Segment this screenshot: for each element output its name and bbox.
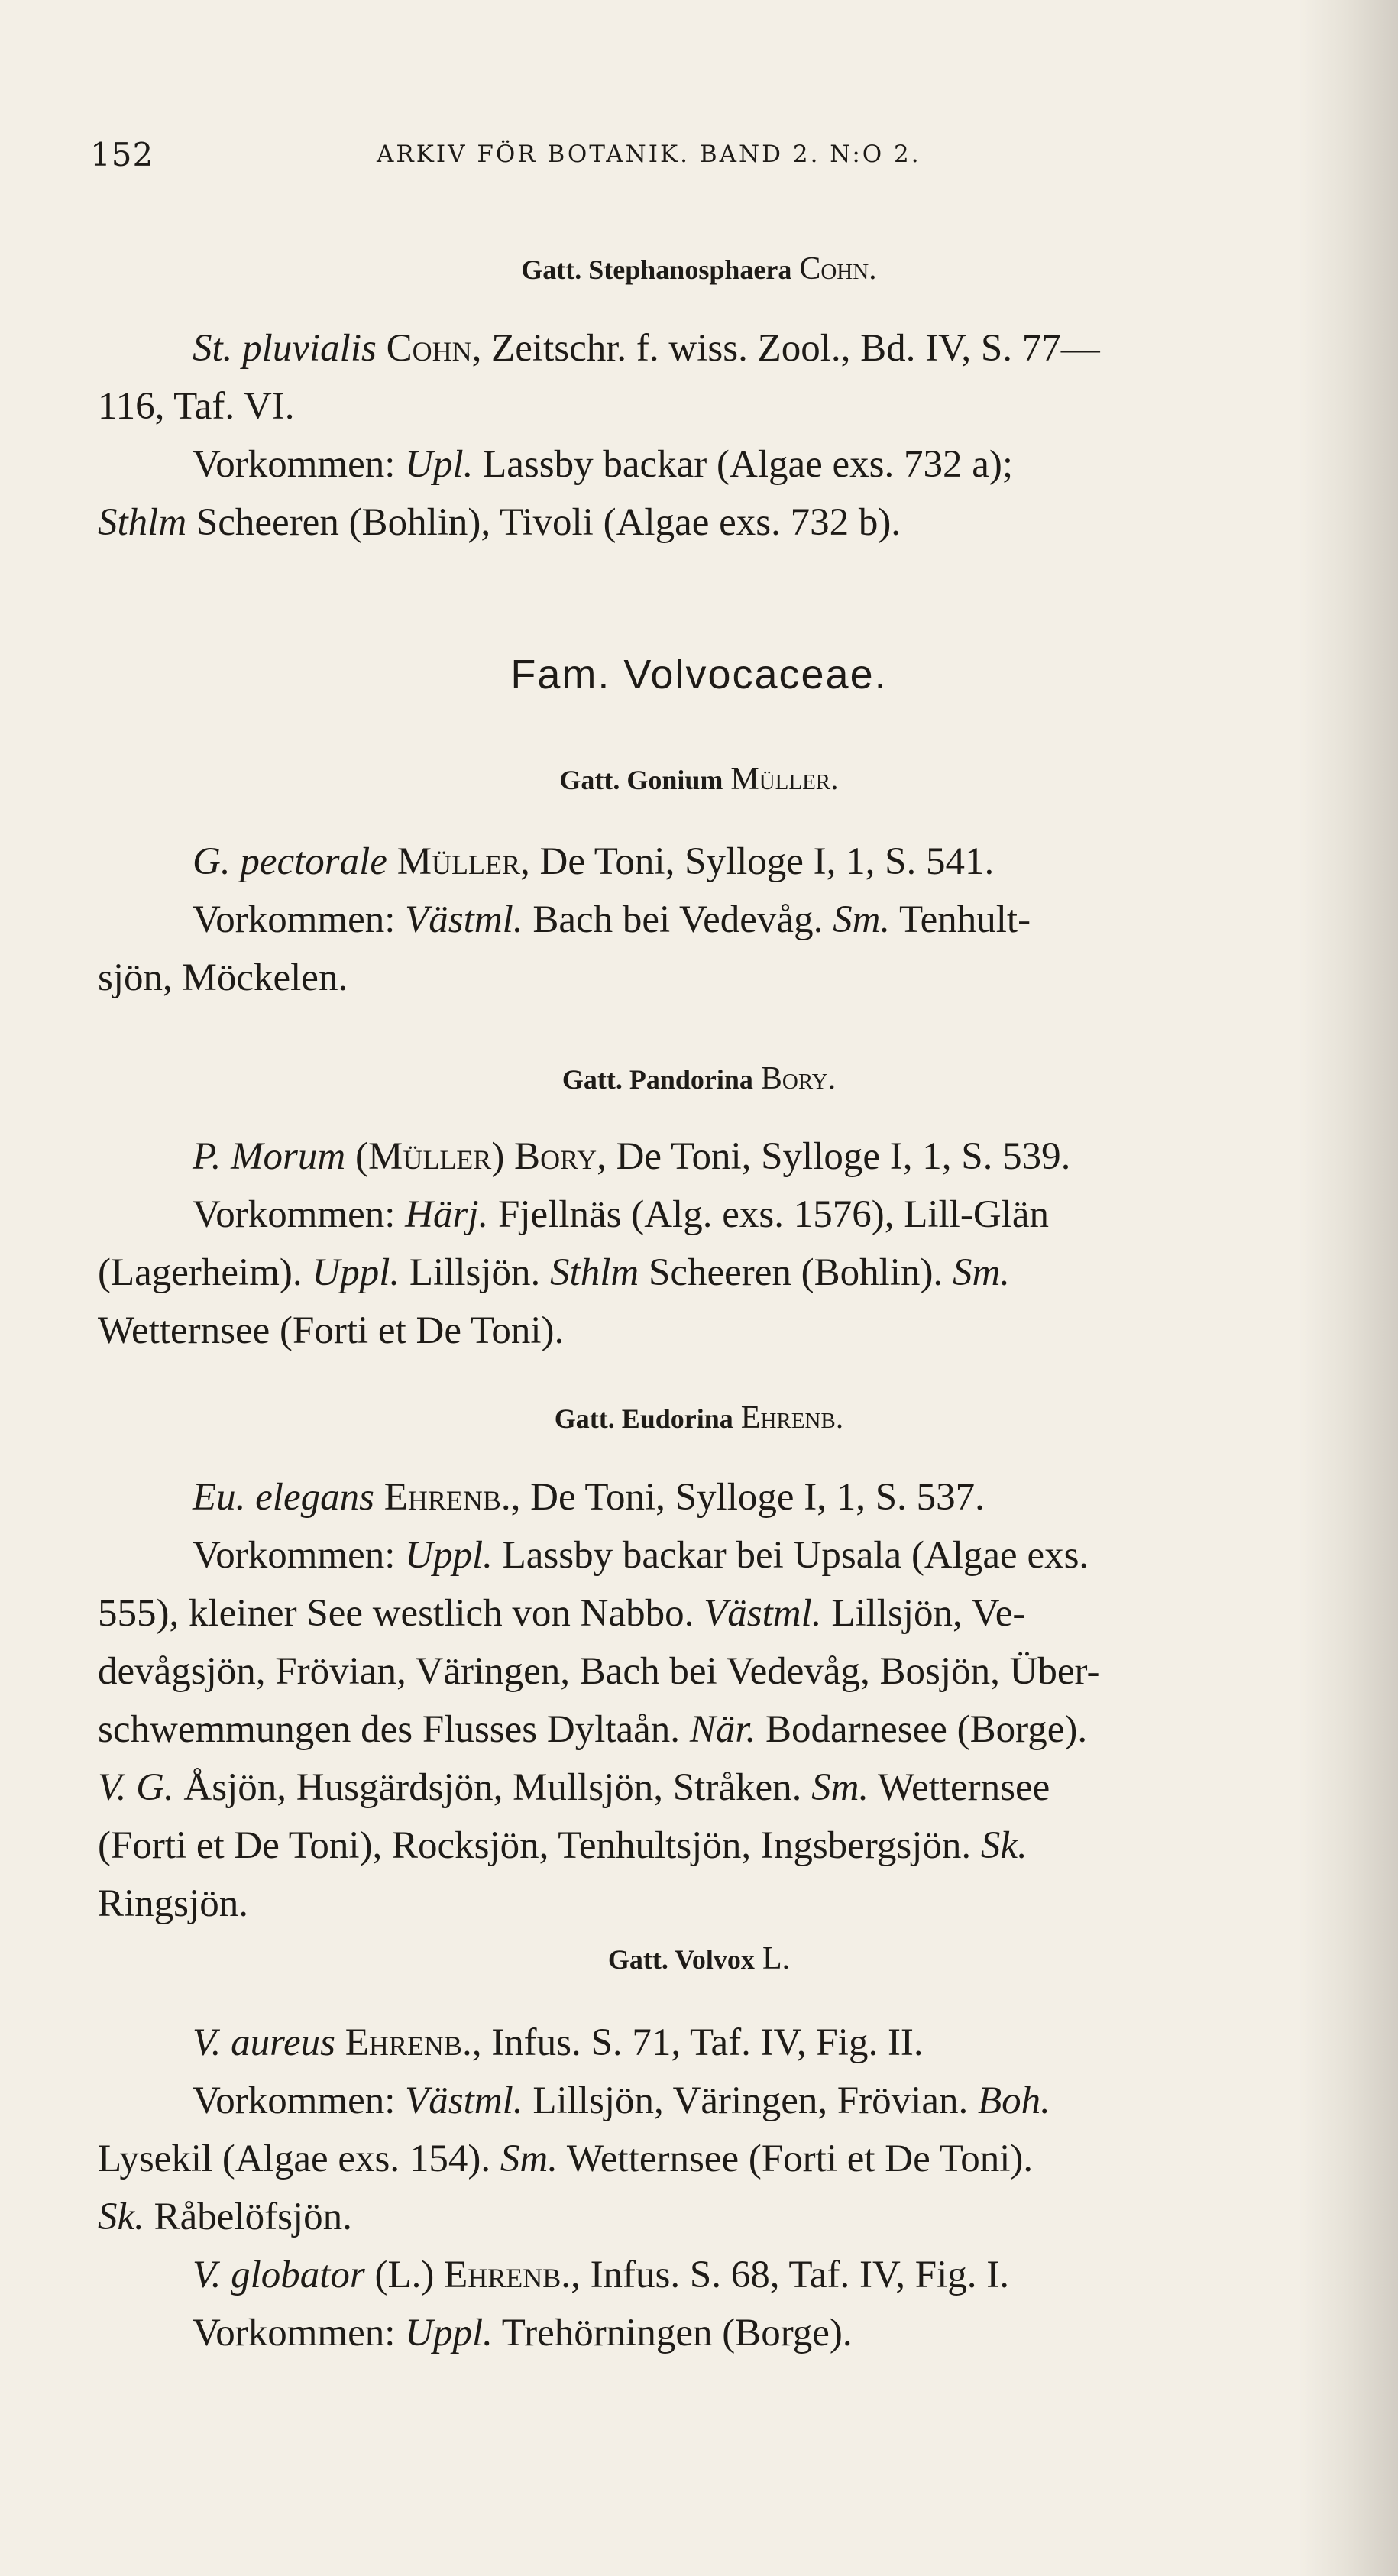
locality-text: Lillsjön, Ve- [821,1592,1026,1635]
text-line [98,2014,1305,2072]
citation-text: , De Toni, Sylloge I, 1, S. 537. [510,1476,985,1519]
region-abbrev: Sk. [98,2196,144,2238]
citation-text: (L.) [364,2254,445,2296]
text-line [98,891,1305,949]
text-line [98,833,1305,891]
region-abbrev: Uppl. [405,1534,493,1577]
species-name: G. pectorale [193,840,387,883]
text-line: Wetternsee (Forti et De Toni). [98,1309,565,1352]
text-line [98,1759,1305,1817]
genus-author: Ehrenb. [740,1400,844,1435]
region-abbrev: Västml. [405,898,523,941]
genus-label: Gatt. Volvox [607,1944,755,1975]
region-abbrev: Boh. [977,2079,1050,2122]
genus-heading-pandorina [0,1060,1398,1097]
citation-text: , Zeitschr. f. wiss. Zool., Bd. IV, S. 77— [471,327,1100,370]
locality-text: Fjellnäs (Alg. exs. 1576), Lill-Glän [488,1193,1049,1236]
locality-text: Lassby backar (Algae exs. 732 a); [473,443,1014,486]
text-line: devågsjön, Frövian, Väringen, Bach bei Vedevåg, Bosjön, Über- [98,1650,1100,1693]
text-line [98,2072,1305,2130]
genus-heading-volvox [0,1940,1398,1977]
locality-text: (Lagerheim). [98,1251,312,1294]
locality-text: schwemmungen des Flusses Dyltaån. [98,1708,690,1751]
page-number: 152 [90,136,154,173]
locality-text: Lillsjön. [400,1251,551,1294]
citation-text: , De Toni, Sylloge I, 1, S. 539. [597,1135,1071,1178]
genus-heading-gonium [0,761,1398,798]
family-heading: Fam. Volvocaceae. [510,652,888,697]
genus-heading-eudorina [0,1400,1398,1436]
locality-text: Lysekil (Algae exs. 154). [98,2137,500,2180]
text-line [98,1701,1305,1759]
species-name: V. globator [193,2254,365,2296]
locality-text: Åsjön, Husgärdsjön, Mullsjön, Stråken. [173,1766,812,1809]
genus-author: Müller. [730,762,839,797]
region-abbrev: Upl. [405,443,474,486]
text-line [98,1526,1305,1584]
text-line: Ringsjön. [98,1882,248,1925]
locality-text: Trehörningen (Borge). [492,2312,853,2354]
genus-label: Gatt. Stephanosphaera [521,254,792,285]
locality-text: (Forti et De Toni), Rocksjön, Tenhultsjön, Ingsbergsjön. [98,1824,981,1867]
genus-heading-stephanosphaera [0,251,1398,287]
text-line: 116, Taf. VI. [98,385,295,428]
genus-label: Gatt. Pandorina [561,1064,753,1095]
author-name: Bory [514,1135,597,1178]
text-line [98,2246,1305,2304]
text-line [98,1584,1305,1642]
author-name: Müller [396,840,521,883]
genus-author: Cohn. [799,251,877,286]
region-abbrev: När. [689,1708,756,1751]
text-line [98,2304,1305,2362]
text-line [98,2130,1305,2188]
text-line [98,1817,1305,1875]
author-name: Müller [367,1135,492,1178]
region-abbrev: Västml. [704,1592,822,1635]
genus-author: L. [762,1941,791,1976]
vorkommen-label: Vorkommen: [193,1534,406,1577]
locality-text: Tenhult- [890,898,1031,941]
genus-label: Gatt. Gonium [559,765,723,795]
species-name: Eu. elegans [193,1476,374,1519]
text-line [98,2188,1305,2246]
locality-text: Råbelöfsjön. [144,2196,352,2238]
region-abbrev: Sm. [500,2137,558,2180]
text-line [98,319,1305,377]
region-abbrev: Sm. [811,1766,869,1809]
text-line [98,494,1305,552]
vorkommen-label: Vorkommen: [193,1193,406,1236]
entry-eudorina [98,1468,1305,1933]
genus-author: Bory. [760,1061,837,1096]
species-name: P. Morum [193,1135,346,1178]
locality-text: Bodarnesee (Borge). [756,1708,1088,1751]
region-abbrev: Sk. [980,1824,1027,1867]
citation-text: , Infus. S. 71, Taf. IV, Fig. II. [471,2021,924,2064]
entry-volvox [98,2014,1305,2362]
author-name: Ehrenb. [345,2021,472,2064]
author-name: Ehrenb. [383,1476,511,1519]
locality-text: Bach bei Vedevåg. [523,898,833,941]
region-abbrev: Uppl. [312,1251,400,1294]
punctuation: ( [345,1135,368,1178]
region-abbrev: Härj. [405,1193,489,1236]
region-abbrev: Sm. [952,1251,1011,1294]
citation-text: , De Toni, Sylloge I, 1, S. 541. [520,840,995,883]
region-abbrev: Sthlm [98,501,187,544]
genus-label: Gatt. Eudorina [554,1403,733,1434]
entry-pandorina [98,1128,1305,1360]
running-header [90,136,1083,189]
text-line: sjön, Möckelen. [98,956,348,999]
species-name: V. aureus [193,2021,336,2064]
region-abbrev: Sm. [833,898,891,941]
locality-text: Scheeren (Bohlin). [639,1251,953,1294]
author-name: Cohn [376,327,472,370]
running-title: ARKIV FÖR BOTANIK. BAND 2. N:O 2. [377,141,921,168]
text-line [98,1128,1305,1186]
species-name: St. pluvialis [193,327,377,370]
locality-text: Wetternsee (Forti et De Toni). [557,2137,1034,2180]
vorkommen-label: Vorkommen: [193,2312,406,2354]
text-line [98,435,1305,494]
vorkommen-label: Vorkommen: [193,2079,406,2122]
citation-text: , Infus. S. 68, Taf. IV, Fig. I. [571,2254,1010,2296]
region-abbrev: V. G. [98,1766,174,1809]
locality-text: Wetternsee [869,1766,1050,1809]
locality-text: Lassby backar bei Upsala (Algae exs. [492,1534,1089,1577]
region-abbrev: Västml. [405,2079,523,2122]
entry-stephanosphaera [98,319,1305,552]
locality-text: 555), kleiner See westlich von Nabbo. [98,1592,704,1635]
entry-gonium [98,833,1305,1007]
vorkommen-label: Vorkommen: [193,898,406,941]
locality-text: Lillsjön, Väringen, Frövian. [523,2079,978,2122]
punctuation: ) [491,1135,515,1178]
text-line [98,1468,1305,1526]
author-name: Ehrenb. [444,2254,571,2296]
locality-text: Scheeren (Bohlin), Tivoli (Algae exs. 732 b). [186,501,901,544]
vorkommen-label: Vorkommen: [193,443,406,486]
region-abbrev: Sthlm [550,1251,639,1294]
text-line [98,1186,1305,1244]
text-line [98,1244,1305,1302]
region-abbrev: Uppl. [405,2312,493,2354]
